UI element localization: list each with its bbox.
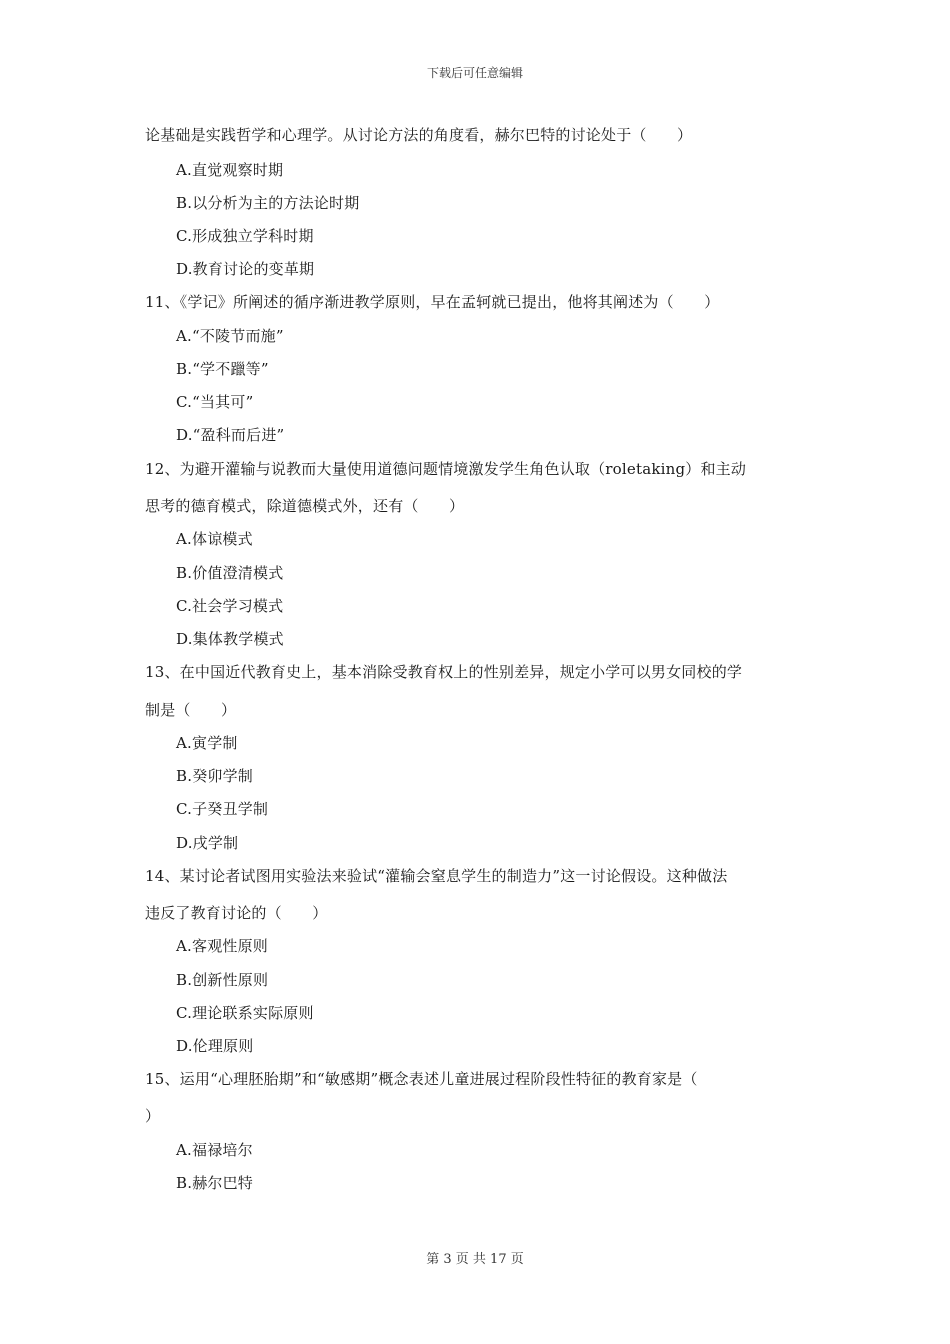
option-b: B.癸卯学制 <box>176 767 253 785</box>
option-b: B.赫尔巴特 <box>176 1174 253 1192</box>
question-stem-line-2: 违反了教育讨论的（ ） <box>145 904 328 922</box>
question-stem-line-2: ） <box>145 1107 161 1125</box>
option-c: C.形成独立学科时期 <box>176 227 314 245</box>
option-c: C.子癸丑学制 <box>176 800 269 818</box>
option-a: A.“不陵节而施” <box>176 327 284 345</box>
question-stem-line-2: 制是（ ） <box>145 701 237 719</box>
option-c: C.社会学习模式 <box>176 597 284 615</box>
question-stem: 论基础是实践哲学和心理学。从讨论方法的角度看，赫尔巴特的讨论处于（ ） <box>145 126 693 144</box>
option-c: C.理论联系实际原则 <box>176 1004 314 1022</box>
option-a: A.直觉观察时期 <box>176 161 284 179</box>
page-footer: 第 3 页 共 17 页 <box>426 1252 524 1267</box>
option-a: A.客观性原则 <box>176 937 269 955</box>
option-a: A.寅学制 <box>176 734 238 752</box>
page-header: 下载后可任意编辑 <box>426 66 523 80</box>
question-stem-line-1: 15、运用“心理胚胎期”和“敏感期”概念表述儿童进展过程阶段性特征的教育家是（ <box>145 1070 698 1088</box>
option-a: A.体谅模式 <box>176 530 253 548</box>
question-stem-line-1: 13、在中国近代教育史上，基本消除受教育权上的性别差异，规定小学可以男女同校的学 <box>145 663 743 681</box>
option-d: D.戌学制 <box>176 834 239 852</box>
option-c: C.“当其可” <box>176 393 254 411</box>
option-d: D.“盈科而后进” <box>176 426 285 444</box>
question-stem: 11、《学记》所阐述的循序渐进教学原则，早在孟轲就已提出，他将其阐述为（ ） <box>145 293 720 311</box>
option-d: D.集体教学模式 <box>176 630 284 648</box>
question-stem-line-2: 思考的德育模式，除道德模式外，还有（ ） <box>145 497 465 515</box>
option-d: D.伦理原则 <box>176 1037 254 1055</box>
option-b: B.“学不躐等” <box>176 360 269 378</box>
option-d: D.教育讨论的变革期 <box>176 260 315 278</box>
question-stem-line-1: 12、为避开灌输与说教而大量使用道德问题情境激发学生角色认取（roletaking）和主动 <box>145 460 747 478</box>
option-b: B.价值澄清模式 <box>176 564 284 582</box>
question-stem-line-1: 14、某讨论者试图用实验法来验试“灌输会窒息学生的制造力”这一讨论假设。这种做法 <box>145 867 728 885</box>
option-a: A.福禄培尔 <box>176 1141 253 1159</box>
option-b: B.以分析为主的方法论时期 <box>176 194 360 212</box>
option-b: B.创新性原则 <box>176 971 269 989</box>
